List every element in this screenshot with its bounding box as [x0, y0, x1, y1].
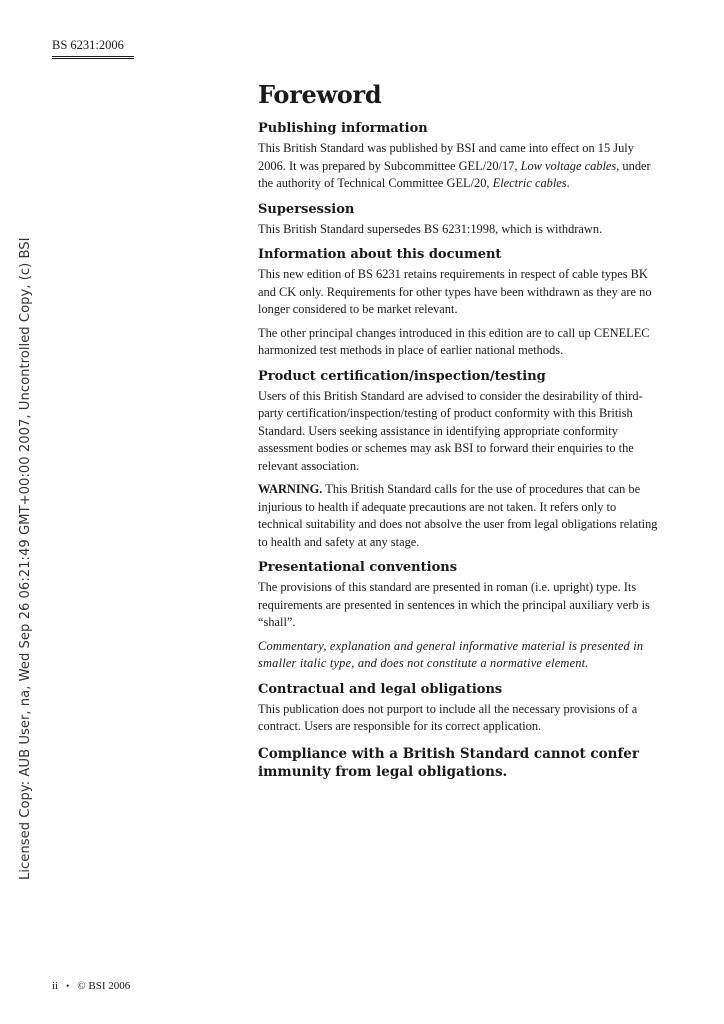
warning-text: This British Standard calls for the use of procedures that can be injurious to health if adequate precautions are not taken. It refers only to technical suitability and does not absolve the user from legal obligations relating to health and safety at any stage. [258, 482, 658, 549]
section-conventions [258, 560, 658, 673]
section-heading: Contractual and legal obligations [258, 681, 503, 697]
section-heading: Supersession [258, 201, 355, 217]
copyright-notice: © BSI 2006 [77, 980, 131, 992]
text-run: This British Standard was published by BSI and came into effect on 15 July 2006. It was prepared by Subcommittee GEL/20/17, [258, 141, 634, 173]
commentary-paragraph: Commentary, explanation and general informative material is presented in smaller italic type, and does not constitute a normative element. [258, 638, 644, 670]
license-watermark [2, 160, 33, 880]
section-paragraph: Users of this British Standard are advised to consider the desirability of third-party certification/inspection/testing of product conformity with this British Standard. Users seeking assistance in identifying appropriate conformity assessment bodies or schemes may ask BSI to forward their enquiries to the relevant association. [258, 388, 643, 473]
italic-committee-name: Electric cables [492, 176, 567, 190]
section-paragraph: This publication does not purport to include all the necessary provisions of a contract. Users are responsible for its correct application. [258, 701, 638, 733]
foreword-content [258, 80, 658, 781]
watermark-text: Licensed Copy: AUB User, na, Wed Sep 26 06:21:49 GMT+00:00 2007, Uncontrolled Copy, (c) BSI [18, 237, 33, 880]
closing-statement: Compliance with a British Standard cannot confer immunity from legal obligations. [258, 745, 639, 780]
section-supersession [258, 202, 658, 239]
bullet-separator: • [66, 981, 70, 991]
section-heading: Presentational conventions [258, 560, 458, 575]
warning-label: WARNING. [258, 482, 323, 496]
section-heading: Product certification/inspection/testing [258, 368, 546, 384]
section-heading: Publishing information [258, 121, 428, 136]
page-footer [52, 980, 130, 992]
italic-committee-name: Low voltage cables [520, 158, 617, 173]
section-paragraph: This new edition of BS 6231 retains requirements in respect of cable types BK and CK only. Requirements for other types have been withdrawn as they are no longer considered to be market relevant. [258, 267, 652, 316]
section-paragraph: The provisions of this standard are presented in roman (i.e. upright) type. Its requirements are presented in sentences in which the principal auxiliary verb is “shall”. [258, 580, 650, 629]
page-number: ii [52, 980, 59, 992]
section-information [258, 247, 658, 360]
page-title: Foreword [258, 80, 382, 109]
section-heading: Information about this document [258, 247, 502, 262]
section-certification [258, 369, 658, 552]
document-code: BS 6231:2006 [52, 38, 134, 59]
section-contractual [258, 682, 658, 736]
text-run: , under the authority of Technical Committee GEL/20, [258, 158, 651, 190]
section-paragraph [258, 140, 658, 193]
section-paragraph: This British Standard supersedes BS 6231:1998, which is withdrawn. [258, 221, 603, 236]
text-run: . [566, 176, 570, 190]
section-publishing [258, 121, 658, 193]
section-paragraph: The other principal changes introduced in this edition are to call up CENELEC harmonized test methods in place of earlier national methods. [258, 325, 650, 357]
warning-paragraph [258, 481, 658, 551]
